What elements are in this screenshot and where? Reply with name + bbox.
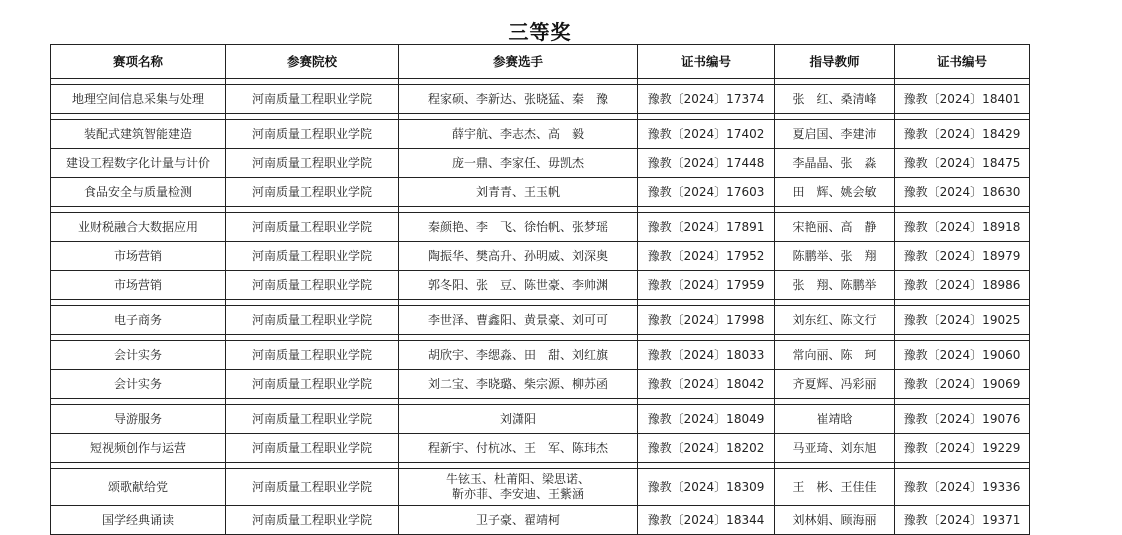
event-cell: 地理空间信息采集与处理 [51, 85, 226, 114]
cert-teacher-cell: 豫教〔2024〕18918 [895, 213, 1030, 242]
cert-teacher-cell: 豫教〔2024〕18401 [895, 85, 1030, 114]
students-cell [399, 469, 638, 506]
cert-student-cell: 豫教〔2024〕18049 [638, 405, 775, 434]
school-cell: 河南质量工程职业学院 [226, 178, 399, 207]
table-row [51, 149, 1030, 178]
cert-student-cell: 豫教〔2024〕18042 [638, 370, 775, 399]
cert-teacher-cell: 豫教〔2024〕19336 [895, 469, 1030, 506]
table-row [51, 341, 1030, 370]
cert-student-cell: 豫教〔2024〕17374 [638, 85, 775, 114]
school-cell: 河南质量工程职业学院 [226, 120, 399, 149]
awards-table [50, 44, 1030, 535]
teachers-cell: 李晶晶、张 淼 [775, 149, 895, 178]
event-cell: 业财税融合大数据应用 [51, 213, 226, 242]
students-cell: 薛宇航、李志杰、高 毅 [399, 120, 638, 149]
cert-teacher-cell: 豫教〔2024〕18429 [895, 120, 1030, 149]
event-cell: 会计实务 [51, 341, 226, 370]
cert-student-cell: 豫教〔2024〕17952 [638, 242, 775, 271]
table-row [51, 405, 1030, 434]
school-cell: 河南质量工程职业学院 [226, 506, 399, 535]
teachers-cell: 宋艳丽、高 静 [775, 213, 895, 242]
teachers-cell: 夏启国、李建沛 [775, 120, 895, 149]
event-cell: 导游服务 [51, 405, 226, 434]
cert-teacher-cell: 豫教〔2024〕18630 [895, 178, 1030, 207]
students-cell: 李世泽、曹鑫阳、黄景豪、刘可可 [399, 306, 638, 335]
header-teachers: 指导教师 [775, 45, 895, 79]
event-cell: 颂歌献给党 [51, 469, 226, 506]
cert-teacher-cell: 豫教〔2024〕19229 [895, 434, 1030, 463]
school-cell: 河南质量工程职业学院 [226, 341, 399, 370]
event-cell: 会计实务 [51, 370, 226, 399]
students-cell: 秦颜艳、李 飞、徐怡帆、张梦瑶 [399, 213, 638, 242]
cert-student-cell: 豫教〔2024〕17891 [638, 213, 775, 242]
event-cell: 短视频创作与运营 [51, 434, 226, 463]
students-line: 靳亦菲、李安迪、王紫涵 [451, 487, 584, 501]
school-cell: 河南质量工程职业学院 [226, 242, 399, 271]
header-cert-student: 证书编号 [638, 45, 775, 79]
cert-student-cell: 豫教〔2024〕17998 [638, 306, 775, 335]
students-cell: 刘二宝、李晓璐、柴宗源、柳苏函 [399, 370, 638, 399]
event-cell: 建设工程数字化计量与计价 [51, 149, 226, 178]
school-cell: 河南质量工程职业学院 [226, 469, 399, 506]
school-cell: 河南质量工程职业学院 [226, 306, 399, 335]
header-cert-teacher: 证书编号 [895, 45, 1030, 79]
cert-teacher-cell: 豫教〔2024〕18986 [895, 271, 1030, 300]
cert-student-cell: 豫教〔2024〕18033 [638, 341, 775, 370]
students-cell: 程新宇、付杭冰、王 军、陈玮杰 [399, 434, 638, 463]
school-cell: 河南质量工程职业学院 [226, 434, 399, 463]
teachers-cell: 王 彬、王佳佳 [775, 469, 895, 506]
cert-teacher-cell: 豫教〔2024〕19060 [895, 341, 1030, 370]
school-cell: 河南质量工程职业学院 [226, 271, 399, 300]
table-row [51, 213, 1030, 242]
table-row [51, 434, 1030, 463]
event-cell: 装配式建筑智能建造 [51, 120, 226, 149]
header-event: 赛项名称 [51, 45, 226, 79]
teachers-cell: 齐夏辉、冯彩丽 [775, 370, 895, 399]
school-cell: 河南质量工程职业学院 [226, 149, 399, 178]
table-row [51, 469, 1030, 506]
cert-student-cell: 豫教〔2024〕17402 [638, 120, 775, 149]
school-cell: 河南质量工程职业学院 [226, 213, 399, 242]
school-cell: 河南质量工程职业学院 [226, 370, 399, 399]
cert-teacher-cell: 豫教〔2024〕19371 [895, 506, 1030, 535]
school-cell: 河南质量工程职业学院 [226, 85, 399, 114]
event-cell: 市场营销 [51, 271, 226, 300]
students-cell: 胡欣宇、李缌淼、田 甜、刘红旗 [399, 341, 638, 370]
cert-student-cell: 豫教〔2024〕17448 [638, 149, 775, 178]
event-cell: 食品安全与质量检测 [51, 178, 226, 207]
cert-student-cell: 豫教〔2024〕17959 [638, 271, 775, 300]
table-header-row [51, 45, 1030, 79]
students-cell: 刘青青、王玉帆 [399, 178, 638, 207]
school-cell: 河南质量工程职业学院 [226, 405, 399, 434]
header-school: 参赛院校 [226, 45, 399, 79]
cert-student-cell: 豫教〔2024〕18344 [638, 506, 775, 535]
students-cell: 刘潇阳 [399, 405, 638, 434]
table-row [51, 506, 1030, 535]
teachers-cell: 陈鹏举、张 翔 [775, 242, 895, 271]
cert-teacher-cell: 豫教〔2024〕19069 [895, 370, 1030, 399]
cert-teacher-cell: 豫教〔2024〕18475 [895, 149, 1030, 178]
table-row [51, 306, 1030, 335]
table-row [51, 178, 1030, 207]
cert-student-cell: 豫教〔2024〕18202 [638, 434, 775, 463]
cert-student-cell: 豫教〔2024〕18309 [638, 469, 775, 506]
table-row [51, 120, 1030, 149]
teachers-cell: 田 辉、姚会敏 [775, 178, 895, 207]
cert-teacher-cell: 豫教〔2024〕19025 [895, 306, 1030, 335]
table-row [51, 85, 1030, 114]
teachers-cell: 刘东红、陈文行 [775, 306, 895, 335]
cert-teacher-cell: 豫教〔2024〕19076 [895, 405, 1030, 434]
students-cell: 卫子豪、翟靖柯 [399, 506, 638, 535]
header-students: 参赛选手 [399, 45, 638, 79]
teachers-cell: 马亚琦、刘东旭 [775, 434, 895, 463]
students-cell: 庞一鼎、李家任、毋凯杰 [399, 149, 638, 178]
event-cell: 国学经典诵读 [51, 506, 226, 535]
teachers-cell: 刘林娟、顾海丽 [775, 506, 895, 535]
table-row [51, 370, 1030, 399]
cert-student-cell: 豫教〔2024〕17603 [638, 178, 775, 207]
students-line: 牛铉玉、杜莆阳、梁思诺、 [445, 472, 590, 486]
page-title: 三等奖 [508, 20, 572, 44]
event-cell: 市场营销 [51, 242, 226, 271]
students-cell: 郭冬阳、张 豆、陈世豪、李帅渊 [399, 271, 638, 300]
students-cell: 程家硕、李新达、张晓猛、秦 豫 [399, 85, 638, 114]
table-row [51, 242, 1030, 271]
teachers-cell: 张 红、桑清峰 [775, 85, 895, 114]
students-cell: 陶振华、樊高升、孙明威、刘深奥 [399, 242, 638, 271]
table-row [51, 271, 1030, 300]
event-cell: 电子商务 [51, 306, 226, 335]
teachers-cell: 常向丽、陈 珂 [775, 341, 895, 370]
cert-teacher-cell: 豫教〔2024〕18979 [895, 242, 1030, 271]
teachers-cell: 张 翔、陈鹏举 [775, 271, 895, 300]
teachers-cell: 崔靖晗 [775, 405, 895, 434]
